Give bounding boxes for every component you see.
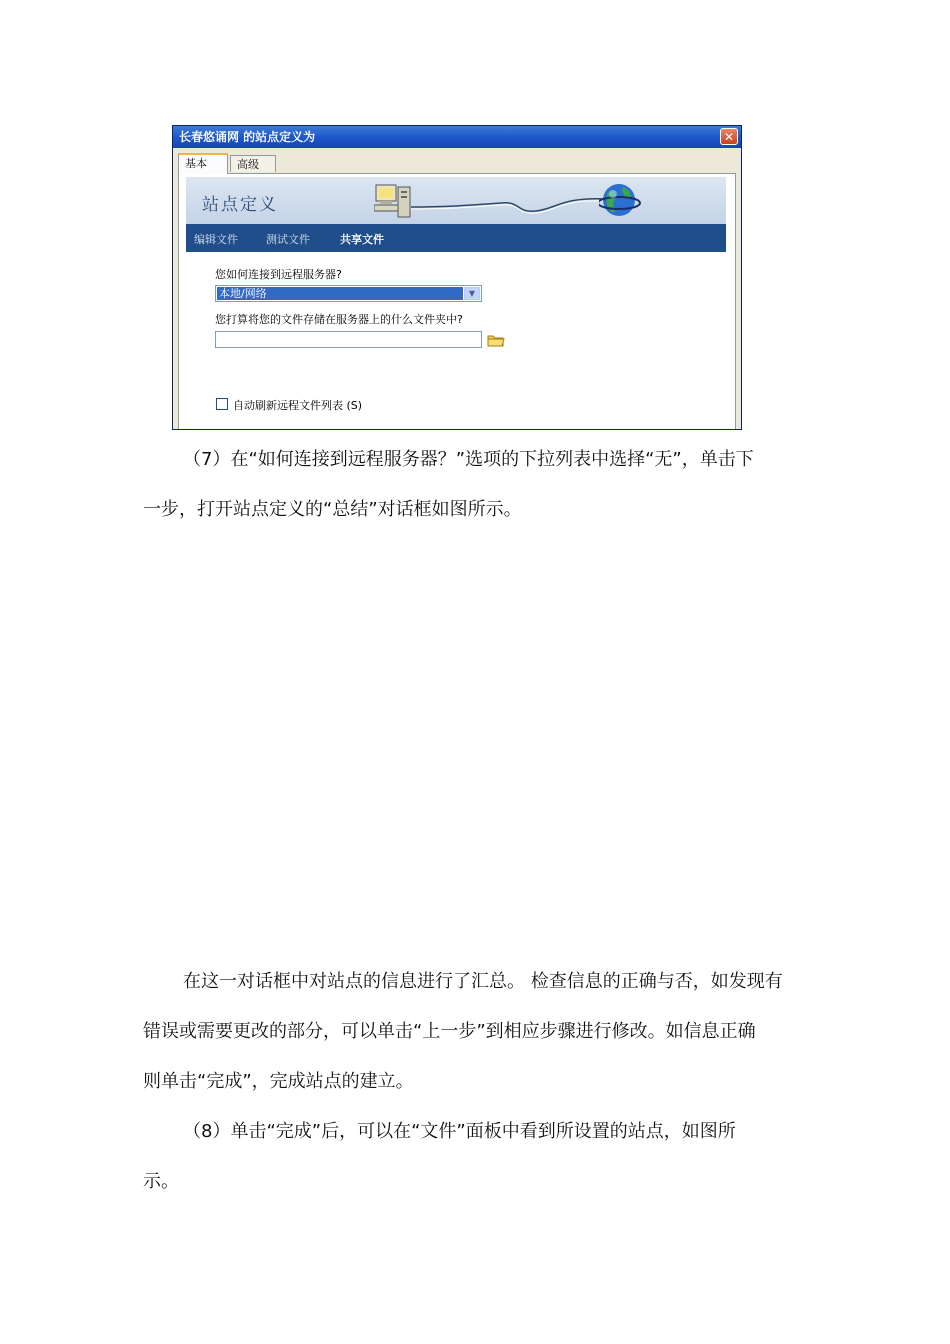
computer-icon: [374, 183, 414, 221]
tab-advanced[interactable]: 高级: [230, 155, 276, 172]
summary-line1: 在这一对话框中对站点的信息进行了汇总。 检查信息的正确与否，如发现有: [183, 971, 783, 992]
dialog-title: 长春悠诵网 的站点定义为: [179, 130, 316, 144]
nav-edit-files[interactable]: 编辑文件: [194, 233, 238, 246]
step8-line1: （8）单击“完成”后，可以在“文件”面板中看到所设置的站点，如图所: [183, 1121, 736, 1142]
connect-question-label: 您如何连接到远程服务器?: [215, 268, 342, 281]
tab-basic[interactable]: 基本: [178, 153, 228, 174]
step7-line1: （7）在“如何连接到远程服务器？”选项的下拉列表中选择“无”，单击下: [183, 449, 754, 470]
auto-refresh-label: 自动刷新远程文件列表 (S): [233, 399, 363, 412]
site-definition-dialog: [172, 125, 742, 430]
nav-share-files[interactable]: 共享文件: [340, 233, 384, 246]
banner-title: 站点定义: [202, 195, 278, 215]
close-icon: ✕: [723, 130, 735, 144]
summary-line2: 错误或需要更改的部分，可以单击“上一步”到相应步骤进行修改。如信息正确: [143, 1021, 756, 1042]
step7-line2: 一步，打开站点定义的“总结”对话框如图所示。: [143, 499, 522, 520]
folder-icon[interactable]: [487, 333, 505, 347]
cable-graphic: [411, 187, 606, 217]
wizard-banner: [186, 177, 726, 224]
connect-method-select[interactable]: [215, 285, 482, 302]
step8-line2: 示。: [143, 1171, 179, 1192]
tab-panel: [178, 173, 736, 430]
dialog-titlebar: [173, 126, 741, 148]
remote-folder-input[interactable]: [215, 331, 482, 348]
close-button[interactable]: [720, 128, 738, 145]
globe-icon: [599, 181, 641, 221]
summary-line3: 则单击“完成”，完成站点的建立。: [143, 1071, 414, 1092]
folder-question-label: 您打算将您的文件存储在服务器上的什么文件夹中?: [215, 313, 463, 326]
nav-test-files[interactable]: 测试文件: [266, 233, 310, 246]
auto-refresh-checkbox[interactable]: [216, 398, 228, 410]
connect-method-value: 本地/网络: [217, 287, 463, 300]
wizard-nav: [186, 224, 726, 252]
chevron-down-icon[interactable]: ▼: [464, 287, 480, 300]
